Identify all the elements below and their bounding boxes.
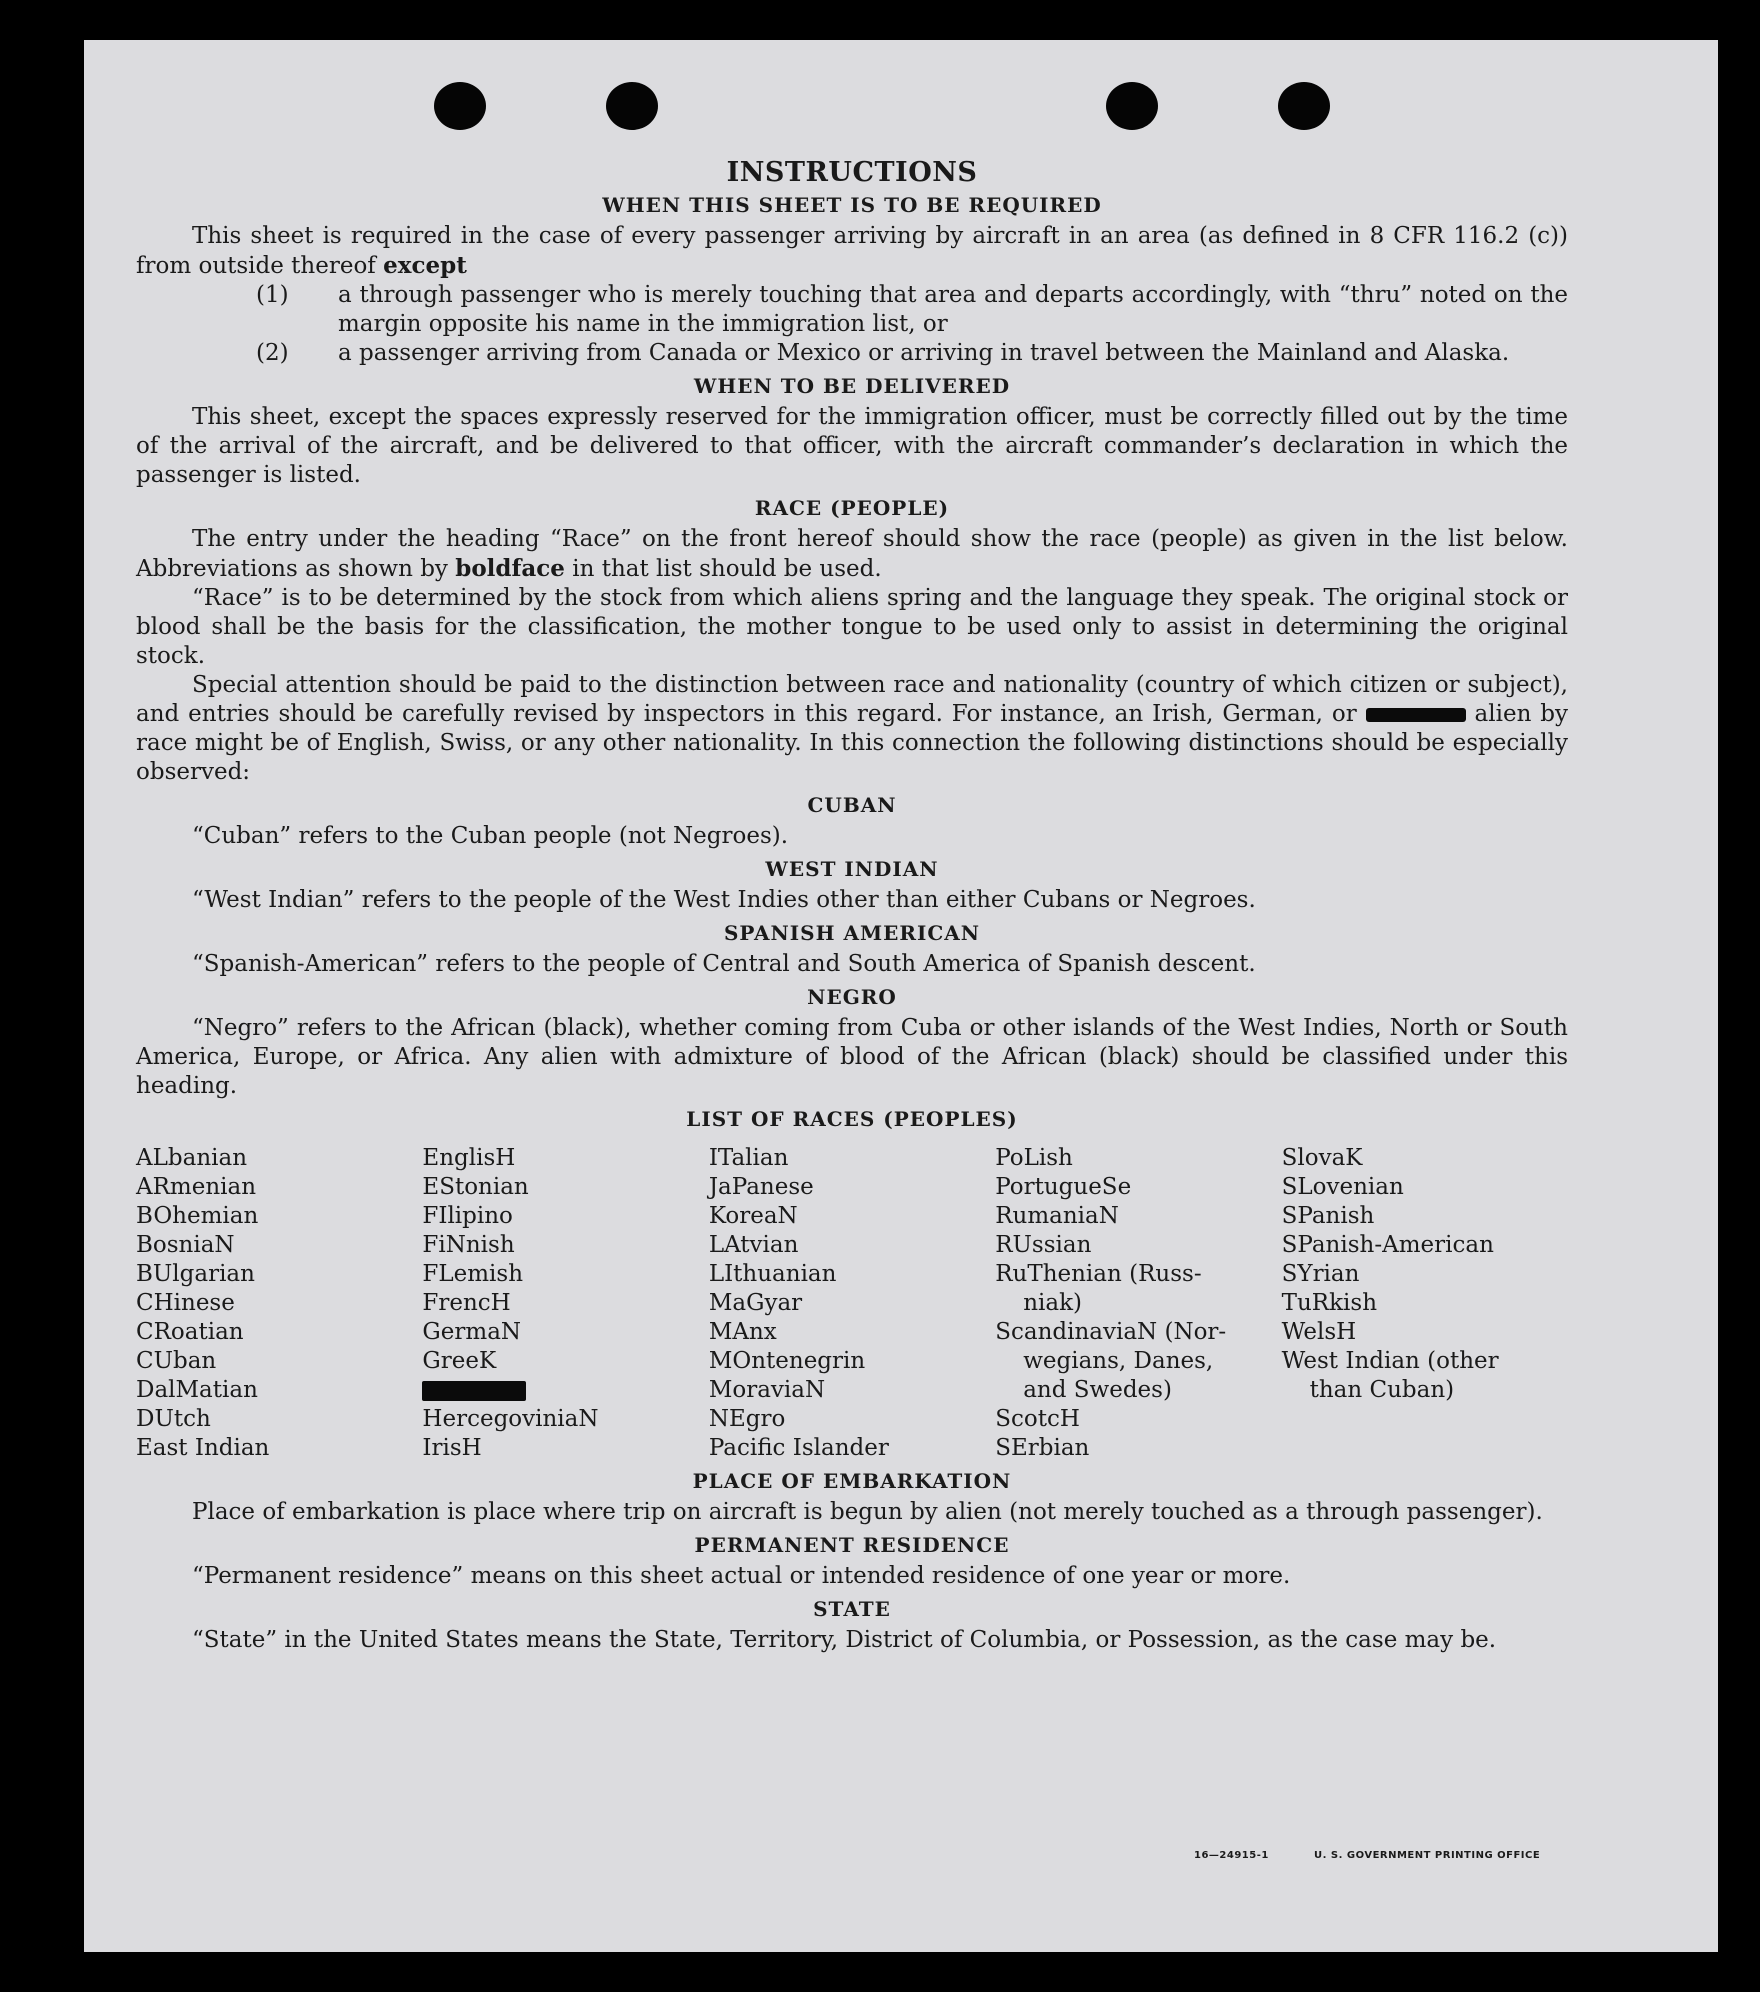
race-entry: BUlgarian [136,1261,255,1287]
race-entry: EnglisH [422,1145,516,1171]
section-heading: RACE (PEOPLE) [754,496,950,520]
punch-hole [434,82,486,130]
race-entry: SPanish-American [1281,1232,1494,1258]
section-heading: WEST INDIAN [765,857,939,881]
paragraph [136,671,1568,787]
section-heading: STATE [813,1597,891,1621]
race-entry: FIlipino [422,1203,513,1229]
list-number: (1) [256,282,289,308]
section-heading: NEGRO [807,985,897,1009]
paragraph-text: This sheet is required in the case of every passenger arriving by aircraft in an area (as defined in 8 CFR 116.2 (c)) from outside thereof [136,223,1568,279]
race-entry: WelsH [1281,1319,1357,1345]
race-entry: KoreaN [708,1203,798,1229]
redaction-mark [1366,708,1466,722]
list-item [136,339,1568,368]
race-entry-continued: than Cuban) [1309,1377,1455,1403]
race-entry-continued: and Swedes) [1023,1377,1172,1403]
list-item-text: a passenger arriving from Canada or Mexico or arriving in travel between the Mainland and Alaska. [338,340,1510,366]
race-entry: RumaniaN [995,1203,1119,1229]
punch-hole [1106,82,1158,130]
list-item [136,281,1568,339]
race-entry: TuRkish [1281,1290,1378,1316]
race-entry: ARmenian [136,1174,257,1200]
race-entry: MoraviaN [708,1377,826,1403]
race-entry: FrencH [422,1290,511,1316]
race-column [136,1144,422,1463]
race-entry: West Indian (other [1281,1348,1499,1374]
race-entry: RUssian [995,1232,1092,1258]
race-entry: SLovenian [1281,1174,1404,1200]
race-entry: PoLish [995,1145,1073,1171]
race-entry: Pacific Islander [708,1435,889,1461]
paragraph: Place of embarkation is place where trip on aircraft is begun by alien (not merely touched as a through passenger). [192,1499,1543,1525]
document-sheet [84,40,1718,1952]
paragraph: “State” in the United States means the State, Territory, District of Columbia, or Possession, as the case may be. [192,1627,1497,1653]
race-entry: ScotcH [995,1406,1080,1432]
race-entry: DUtch [136,1406,211,1432]
race-entry: IrisH [422,1435,482,1461]
race-entry-continued: niak) [1023,1290,1083,1316]
race-entry: EStonian [422,1174,529,1200]
race-entry: SYrian [1281,1261,1360,1287]
race-entry: FLemish [422,1261,524,1287]
race-entry: CHinese [136,1290,235,1316]
race-column [422,1144,708,1463]
race-entry: NEgro [708,1406,786,1432]
instructions-content [136,158,1568,1655]
paragraph: “Permanent residence” means on this sheet actual or intended residence of one year or more. [192,1563,1291,1589]
paragraph-text: alien by race might be of English, Swiss, or any other nationality. In this connection the following distinctions should be especially observed: [136,701,1568,785]
paragraph: “West Indian” refers to the people of the West Indies other than either Cubans or Negroes. [192,887,1256,913]
section-heading: WHEN THIS SHEET IS TO BE REQUIRED [602,193,1102,217]
form-number: 16—24915-1 [1194,1850,1269,1861]
race-entry: FiNnish [422,1232,515,1258]
race-entry: GermaN [422,1319,522,1345]
race-entry: BosniaN [136,1232,235,1258]
paragraph: “Race” is to be determined by the stock from which aliens spring and the language they speak. The original stock or blood shall be the basis for the classification, the mother tongue to be used only to assist in determining the original stock. [136,585,1568,669]
race-entry: HercegoviniaN [422,1406,599,1432]
section-heading: PERMANENT RESIDENCE [694,1533,1010,1557]
printer-imprint: U. S. GOVERNMENT PRINTING OFFICE [1314,1850,1541,1861]
race-entry: CUban [136,1348,217,1374]
race-entry: GreeK [422,1348,497,1374]
race-column [709,1144,995,1463]
bold-text: boldface [455,555,565,582]
race-entry: SlovaK [1281,1145,1363,1171]
race-entry: ScandinaviaN (Nor- [995,1319,1227,1345]
section-heading: SPANISH AMERICAN [723,921,981,945]
race-entry: SPanish [1281,1203,1375,1229]
race-entry: ITalian [708,1145,789,1171]
paragraph: This sheet, except the spaces expressly reserved for the immigration officer, must be correctly filled out by the time of the arrival of the aircraft, and be delivered to that officer, with the aircraft commander’s declaration in which the passenger is listed. [136,404,1568,488]
bold-text: except [383,252,467,279]
paragraph-text: in that list should be used. [564,556,882,582]
race-entry: SErbian [995,1435,1090,1461]
section-heading: LIST OF RACES (PEOPLES) [686,1107,1018,1131]
race-entry-continued: wegians, Danes, [1023,1348,1214,1374]
paragraph [136,222,1568,281]
race-entry: MAnx [708,1319,777,1345]
race-entry: LIthuanian [708,1261,837,1287]
list-number: (2) [256,340,289,366]
race-entry: JaPanese [708,1174,814,1200]
race-entry: DalMatian [136,1377,258,1403]
paragraph-text: Special attention should be paid to the distinction between race and nationality (country of which citizen or subject), and entries should be carefully revised by inspectors in this regard. For instance, an Irish, German, or [136,672,1568,727]
punch-hole [606,82,658,130]
section-heading: PLACE OF EMBARKATION [692,1469,1012,1493]
race-entry-redacted [422,1376,708,1405]
section-heading: WHEN TO BE DELIVERED [693,374,1011,398]
race-entry: CRoatian [136,1319,244,1345]
race-entry: MaGyar [708,1290,803,1316]
paragraph [136,525,1568,584]
race-entry: RuThenian (Russ- [995,1261,1202,1287]
section-heading: CUBAN [807,793,897,817]
race-entry: LAtvian [708,1232,799,1258]
punch-hole [1278,82,1330,130]
paragraph: “Cuban” refers to the Cuban people (not Negroes). [192,823,789,849]
race-entry: ALbanian [136,1145,248,1171]
redaction-mark [422,1381,526,1401]
paragraph: “Spanish-American” refers to the people of Central and South America of Spanish descent. [192,951,1256,977]
page-title: INSTRUCTIONS [726,157,978,188]
race-column [995,1144,1281,1463]
list-item-text: a through passenger who is merely touching that area and departs accordingly, with “thru” noted on the margin opposite his name in the immigration list, or [338,282,1568,337]
paragraph-text: The entry under the heading “Race” on the front hereof should show the race (people) as given in the list below. Abbreviations as shown by [136,526,1568,582]
paragraph: “Negro” refers to the African (black), whether coming from Cuba or other islands of the West Indies, North or South America, Europe, or Africa. Any alien with admixture of blood of the African (black) should be classified under this heading. [136,1015,1568,1099]
race-entry: MOntenegrin [708,1348,866,1374]
race-entry: PortugueSe [995,1174,1132,1200]
race-entry: East Indian [136,1435,270,1461]
race-column [1282,1144,1568,1463]
race-entry: BOhemian [136,1203,259,1229]
race-list [136,1144,1568,1463]
